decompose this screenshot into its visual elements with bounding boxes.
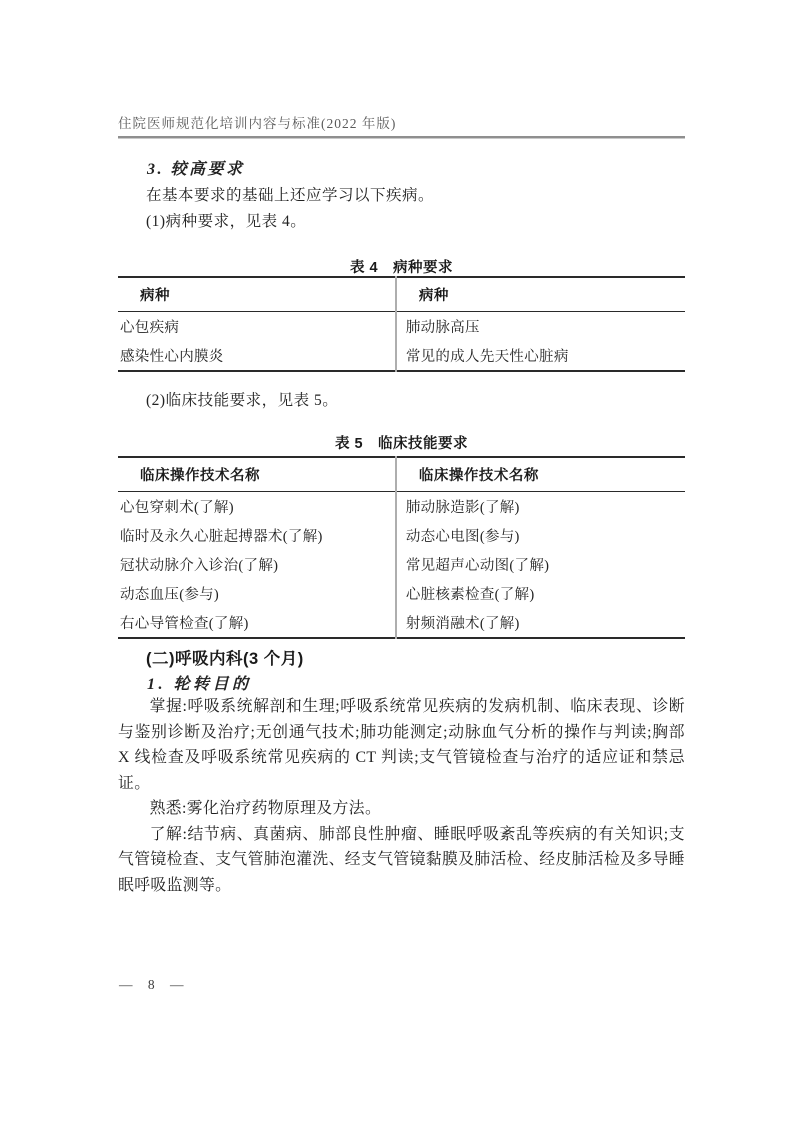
header-rule [118,136,685,139]
table-row [118,550,685,579]
table-cell: 肺动脉高压 [405,320,480,336]
table-header-row [118,457,685,492]
table-row [118,312,685,342]
table-cell: 动态心电图(参与) [405,529,520,545]
table5-header-left: 临床操作技术名称 [118,457,396,492]
table-cell: 心包穿刺术(了解) [118,492,396,522]
table-cell: 常见的成人先天性心脏病 [405,349,569,365]
table-cell: 常见超声心动图(了解) [405,558,550,574]
paragraph-understand: 了解:结节病、真菌病、肺部良性肿瘤、睡眠呼吸紊乱等疾病的有关知识;支气管镜检查、支气管肺泡灌洗、经支气管镜黏膜及肺活检、经皮肺活检及多导睡眠呼吸监测等。 [118,825,685,894]
table-row [118,579,685,608]
table-cell: 心包疾病 [118,312,396,342]
body-paragraphs [118,694,685,898]
table-row [118,608,685,638]
table-cell: 冠状动脉介入诊治(了解) [118,550,396,579]
paragraph-familiar: 熟悉:雾化治疗药物原理及方法。 [149,800,382,817]
table5-header-right: 临床操作技术名称 [396,457,685,492]
table-cell: 动态血压(参与) [118,579,396,608]
table-cell: 临时及永久心脏起搏器术(了解) [118,521,396,550]
intro-sentence: 在基本要求的基础上还应学习以下疾病。 [146,187,435,204]
table4-caption: 表 4 病种要求 [349,260,454,276]
table4-header-right: 病种 [396,277,685,312]
table-header-row [118,277,685,312]
section-heading-respiratory-medicine: (二)呼吸内科(3 个月) [146,650,304,668]
table-row [118,492,685,522]
table-cell: 心脏核素检查(了解) [405,587,535,603]
section-heading-higher-requirements: 3. 较高要求 [147,161,245,178]
table-cell: 右心导管检查(了解) [118,608,396,638]
table-clinical-skill-requirements [118,456,685,639]
table-row [118,521,685,550]
item-clinical-skill-requirements: (2)临床技能要求，见表 5。 [146,392,339,409]
table5-caption: 表 5 临床技能要求 [334,436,469,452]
table-row [118,341,685,371]
subsection-heading-rotation-purpose: 1. 轮转目的 [147,676,252,693]
table-cell: 感染性心内膜炎 [118,341,396,371]
table-cell: 肺动脉造影(了解) [405,500,520,516]
running-header-title: 住院医师规范化培训内容与标准(2022 年版) [118,116,397,131]
table4-header-left: 病种 [118,277,396,312]
table-disease-requirements [118,276,685,372]
paragraph-master: 掌握:呼吸系统解剖和生理;呼吸系统常见疾病的发病机制、临床表现、诊断与鉴别诊断及治疗;无创通气技术;肺功能测定;动脉血气分析的操作与判读;胸部 X 线检查及呼吸系统常见疾病的 CT 判读;支气管镜检查与治疗的适应证和禁忌证。 [118,698,685,792]
table-cell: 射频消融术(了解) [405,616,520,632]
page-number: — 8 — [119,977,190,992]
item-disease-requirements: (1)病种要求，见表 4。 [146,213,307,230]
